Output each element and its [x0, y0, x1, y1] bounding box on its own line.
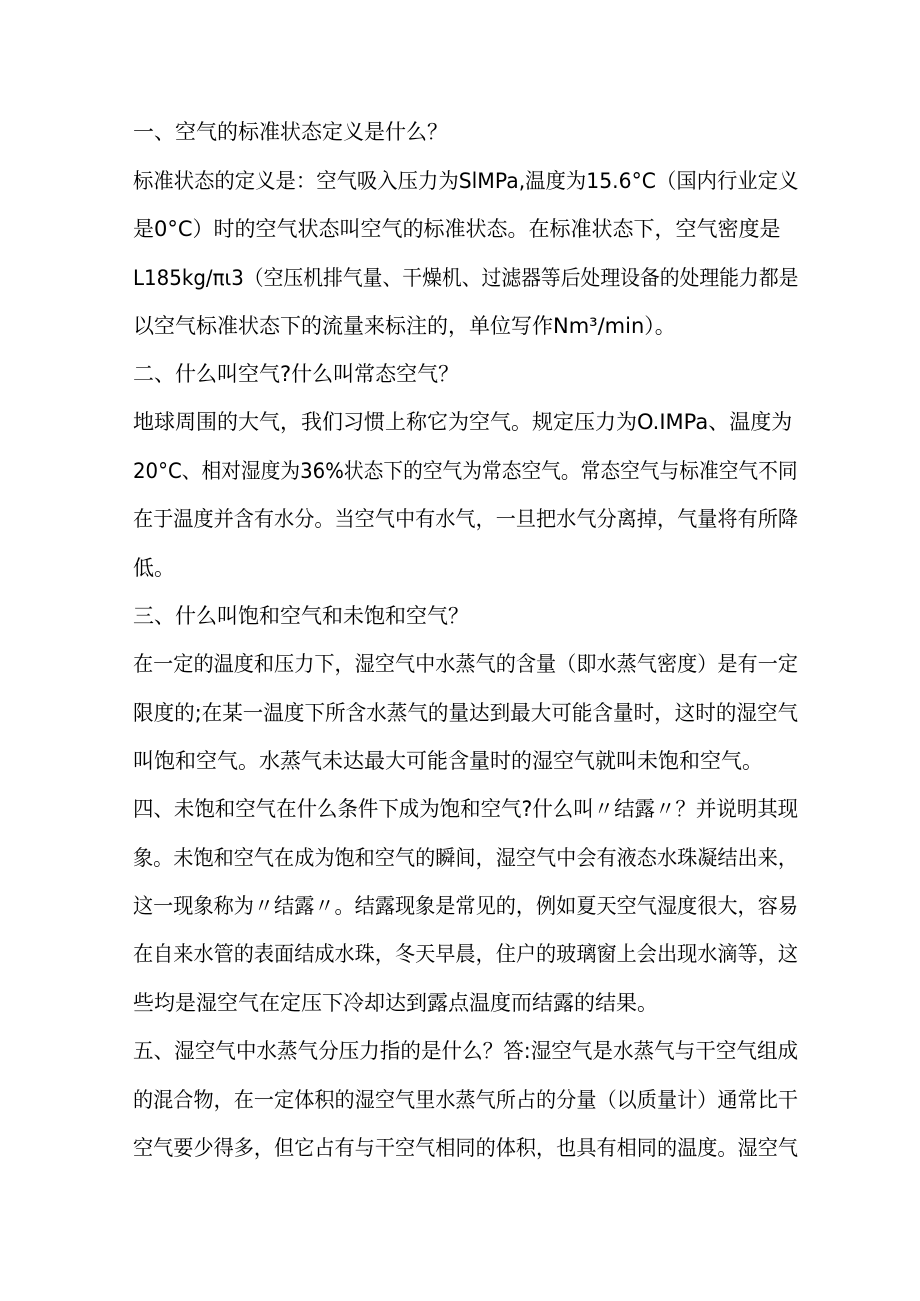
paragraph-line: 地球周围的大气，我们习惯上称它为空气。规定压力为O.IMPa、温度为: [133, 410, 793, 434]
paragraph-line: 叫饱和空气。水蒸气未达最大可能含量时的湿空气就叫未饱和空气。: [133, 749, 763, 773]
heading-2: 二、什么叫空气?什么叫常态空气？: [133, 362, 460, 386]
paragraph-line: 这一现象称为〃结露〃。结露现象是常见的，例如夏天空气湿度很大，容易: [133, 894, 799, 918]
paragraph-line: L185kg/πι3（空压机排气量、干燥机、过滤器等后处理设备的处理能力都是: [133, 266, 799, 290]
paragraph-line: 是0°C）时的空气状态叫空气的标准状态。在标准状态下，空气密度是: [133, 217, 781, 241]
paragraph-line: 以空气标准状态下的流量来标注的，单位写作Nm³/min）。: [133, 314, 676, 338]
paragraph-line: 的混合物，在一定体积的湿空气里水蒸气所占的分量（以质量计）通常比干: [133, 1088, 799, 1112]
paragraph-line: 空气要少得多，但它占有与干空气相同的体积，也具有相同的温度。湿空气: [133, 1136, 799, 1160]
heading-3: 三、什么叫饱和空气和未饱和空气？: [133, 604, 469, 628]
paragraph-line: 限度的;在某一温度下所含水蒸气的量达到最大可能含量时，这时的湿空气: [133, 701, 799, 725]
paragraph-line: 低。: [133, 556, 175, 580]
heading-5: 五、湿空气中水蒸气分压力指的是什么？答:湿空气是水蒸气与干空气组成: [133, 1039, 799, 1063]
paragraph-line: 在于温度并含有水分。当空气中有水气，一旦把水气分离掉，气量将有所降: [133, 507, 799, 531]
paragraph-line: 20°C、相对湿度为36%状态下的空气为常态空气。常态空气与标准空气不同: [133, 459, 798, 483]
paragraph-line: 些均是湿空气在定压下冷却达到露点温度而结露的结果。: [133, 991, 658, 1015]
paragraph-line: 在一定的温度和压力下，湿空气中水蒸气的含量（即水蒸气密度）是有一定: [133, 652, 799, 676]
heading-1: 一、空气的标准状态定义是什么？: [133, 120, 448, 144]
paragraph-line: 象。未饱和空气在成为饱和空气的瞬间，湿空气中会有液态水珠凝结出来，: [133, 846, 799, 870]
paragraph-line: 在自来水管的表面结成水珠，冬天早晨，住户的玻璃窗上会出现水滴等，这: [133, 942, 799, 966]
heading-4: 四、未饱和空气在什么条件下成为饱和空气?什么叫〃结露〃？并说明其现: [133, 797, 799, 821]
paragraph-line: 标准状态的定义是：空气吸入压力为SlMPa,温度为15.6°C（国内行业定义: [133, 169, 799, 193]
